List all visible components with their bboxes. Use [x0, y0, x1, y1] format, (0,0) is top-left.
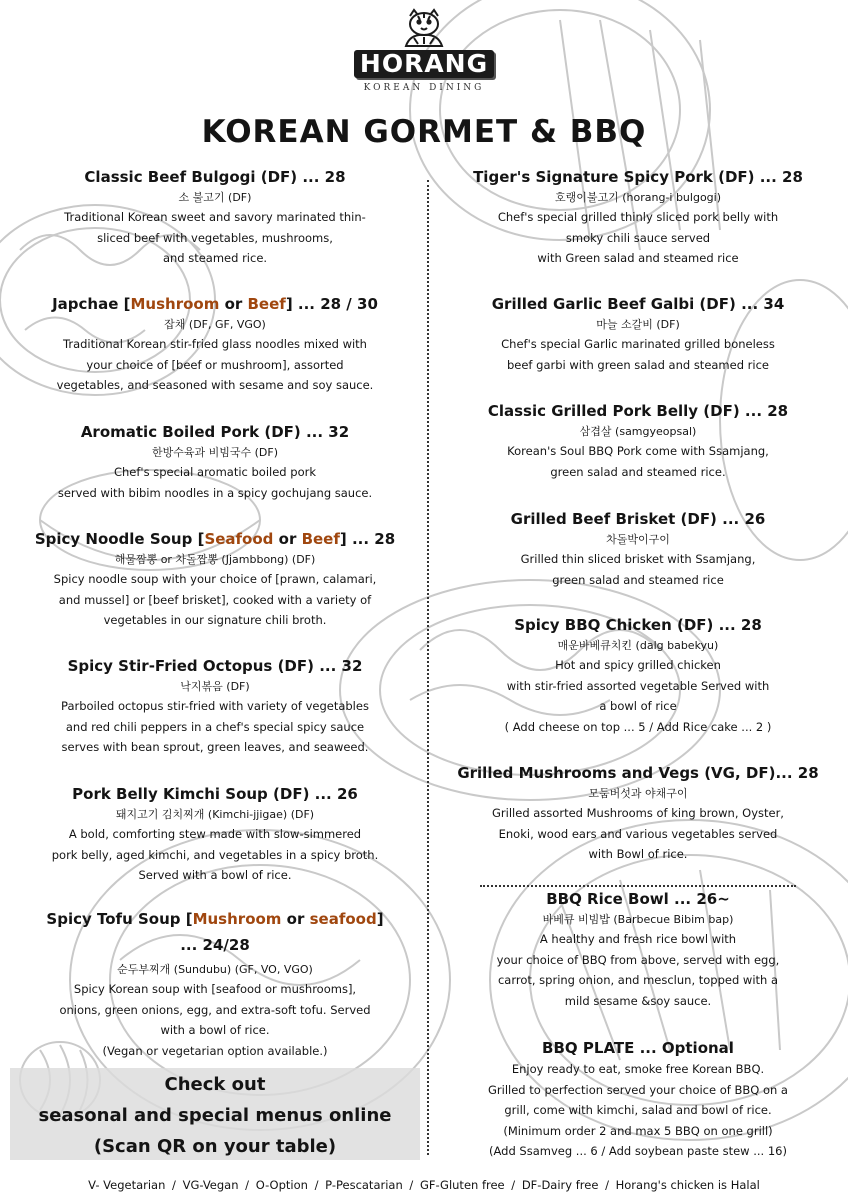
description-line: vegetables, and seasoned with sesame and soy sauce.: [56, 378, 374, 392]
description-line: Hot and spicy grilled chicken: [555, 658, 721, 672]
description-line: Enoki, wood ears and various vegetables served: [498, 826, 778, 841]
item-description: [10, 979, 420, 1061]
description-line: Chef's special Garlic marinated grilled boneless: [501, 337, 775, 351]
description-line: beef garbi with green salad and steamed rice: [506, 357, 769, 372]
menu-item: [10, 421, 420, 503]
divider-rule-wrap: [436, 885, 840, 887]
dietary-legend: [0, 1176, 848, 1194]
description-line: and red chili peppers in a chef's special spicy sauce: [65, 719, 365, 734]
description-line: (Vegan or vegetarian option available.): [102, 1043, 328, 1058]
page-title: KOREAN GORMET & BBQ: [201, 114, 647, 150]
description-line: (Add Ssamveg ... 6 / Add soybean paste stew ... 16): [489, 1144, 787, 1158]
item-korean-name: 모둠버섯과 야채구이: [588, 787, 688, 800]
section-divider: [480, 885, 796, 887]
description-line: served with bibim noodles in a spicy gochujang sauce.: [57, 485, 373, 500]
description-line: Grilled to perfection served your choice of BBQ on a: [488, 1082, 788, 1097]
item-description: [10, 824, 420, 886]
item-name: Grilled Garlic Beef Galbi (DF) ... 34: [491, 295, 785, 313]
item-description: [436, 207, 840, 269]
item-korean-name: 호랭이불고기 (horang-i bulgogi): [554, 191, 722, 204]
item-korean-name: 한방수육과 비빔국수 (DF): [151, 446, 278, 459]
menu-item: [436, 888, 840, 1011]
item-korean-name: 바베큐 비빔밥 (Barbecue Bibim bap): [542, 913, 734, 926]
menu-item: [436, 508, 840, 590]
item-name: Spicy Stir-Fried Octopus (DF) ... 32: [67, 657, 363, 675]
item-name: Grilled Mushrooms and Vegs (VG, DF)... 28: [457, 764, 819, 782]
brand-subtitle: KOREAN DINING: [363, 83, 485, 93]
item-name: Pork Belly Kimchi Soup (DF) ... 26: [72, 785, 358, 803]
item-name: Classic Beef Bulgogi (DF) ... 28: [84, 168, 346, 186]
description-line: onions, green onions, egg, and extra-soft tofu. Served: [59, 1002, 371, 1017]
legend-separator: /: [507, 1178, 519, 1192]
menu-item: [436, 166, 840, 269]
description-line: Chef's special grilled thinly sliced pork belly with: [497, 210, 779, 224]
menu-item: [10, 655, 420, 758]
legend-item: Horang's chicken is Halal: [615, 1178, 760, 1192]
legend-item: V- Vegetarian: [88, 1178, 166, 1192]
legend-item: DF-Dairy free: [521, 1178, 599, 1192]
description-line: green salad and steamed rice.: [550, 464, 726, 479]
item-korean-name: 해물짬뽕 or 차돌짬뽕 (Jjambbong) (DF): [114, 553, 316, 566]
menu-item: [10, 908, 420, 1061]
menu-item: [436, 293, 840, 375]
item-korean-name: 차돌박이구이: [606, 533, 670, 546]
item-description: [436, 1059, 840, 1162]
legend-separator: /: [168, 1178, 180, 1192]
description-line: with stir-fried assorted vegetable Served with: [506, 678, 770, 693]
description-line: (Minimum order 2 and max 5 BBQ on one grill): [503, 1123, 773, 1138]
description-line: your choice of BBQ from above, served with egg,: [496, 952, 780, 967]
description-line: and mussel] or [beef brisket], cooked with a variety of: [58, 592, 372, 607]
description-line: your choice of [beef or mushroom], assorted: [86, 357, 344, 372]
item-korean-name: 매운바베큐치킨 (dalg babekyu): [557, 639, 719, 652]
item-korean-name: 마늘 소갈비 (DF): [596, 318, 680, 331]
item-name: Aromatic Boiled Pork (DF) ... 32: [80, 423, 350, 441]
item-korean-name: 낙지볶음 (DF): [180, 680, 250, 693]
description-line: Grilled thin sliced brisket with Ssamjang,: [520, 552, 756, 566]
menu-item: [436, 400, 840, 482]
item-name: Spicy Tofu Soup [Mushroom or seafood]: [46, 910, 384, 928]
legend-item: GF-Gluten free: [419, 1178, 505, 1192]
menu-item: [10, 528, 420, 631]
description-line: Enjoy ready to eat, smoke free Korean BBQ.: [511, 1062, 765, 1076]
menu-item: [10, 166, 420, 269]
description-line: Spicy Korean soup with [seafood or mushrooms],: [73, 982, 357, 996]
item-name: Japchae [Mushroom or Beef] ... 28 / 30: [52, 295, 378, 313]
legend-separator: /: [310, 1178, 323, 1192]
menu-item: [10, 783, 420, 886]
item-name: Tiger's Signature Spicy Pork (DF) ... 28: [473, 168, 803, 186]
item-description: [436, 334, 840, 375]
tiger-logo-icon: [398, 8, 450, 48]
item-korean-name: 삼겹살 (samgyeopsal): [579, 425, 697, 438]
description-line: Served with a bowl of rice.: [138, 868, 292, 882]
legend-separator: /: [601, 1178, 613, 1192]
item-name: BBQ Rice Bowl ... 26~: [546, 890, 730, 908]
item-description: [436, 441, 840, 482]
item-name: Grilled Beef Brisket (DF) ... 26: [510, 510, 766, 528]
item-price: ... 24/28: [180, 936, 250, 954]
item-description: [10, 334, 420, 396]
column-divider: [427, 180, 429, 1155]
description-line: vegetables in our signature chili broth.: [103, 613, 327, 627]
description-line: Korean's Soul BBQ Pork come with Ssamjang,: [507, 444, 769, 458]
description-line: Traditional Korean sweet and savory marinated thin-: [64, 210, 366, 224]
description-line: pork belly, aged kimchi, and vegetables in a spicy broth.: [51, 847, 379, 862]
item-description: [10, 207, 420, 269]
menu-item: [436, 1037, 840, 1162]
item-description: [10, 696, 420, 758]
description-line: serves with bean sprout, green leaves, and seaweed.: [61, 740, 369, 754]
seasonal-menu-notice: [10, 1069, 420, 1162]
description-line: A healthy and fresh rice bowl with: [539, 932, 737, 946]
notice-line: seasonal and special menus online: [38, 1105, 392, 1126]
item-description: [10, 569, 420, 631]
item-name: BBQ PLATE ... Optional: [542, 1039, 734, 1057]
item-korean-name: 소 불고기 (DF): [178, 191, 252, 204]
description-line: A bold, comforting stew made with slow-simmered: [68, 827, 362, 841]
legend-item: P-Pescatarian: [325, 1178, 403, 1192]
description-line: Spicy noodle soup with your choice of [prawn, calamari,: [53, 572, 377, 586]
description-line: Parboiled octopus stir-fried with variety of vegetables: [61, 699, 369, 713]
item-name: Spicy Noodle Soup [Seafood or Beef] ... 28: [34, 530, 396, 548]
brand-logo: [350, 8, 498, 93]
item-description: [436, 803, 840, 865]
item-description: [436, 929, 840, 1011]
item-description: [436, 549, 840, 590]
notice-line: (Scan QR on your table): [93, 1136, 337, 1157]
item-korean-name: 잡채 (DF, GF, VGO): [164, 318, 266, 331]
description-line: Traditional Korean stir-fried glass noodles mixed with: [63, 337, 367, 351]
menu-item: [10, 293, 420, 396]
description-line: carrot, spring onion, and mesclun, topped with a: [497, 973, 779, 987]
description-line: with a bowl of rice.: [160, 1023, 270, 1037]
legend-item: VG-Vegan: [182, 1178, 239, 1192]
description-line: Chef's special aromatic boiled pork: [113, 465, 316, 479]
legend-separator: /: [405, 1178, 417, 1192]
description-line: Grilled assorted Mushrooms of king brown, Oyster,: [492, 806, 784, 820]
item-description: [436, 655, 840, 737]
description-line: with Green salad and steamed rice: [537, 251, 739, 265]
description-line: and steamed rice.: [162, 251, 268, 265]
description-line: green salad and steamed rice: [552, 572, 724, 587]
description-line: ( Add cheese on top ... 5 / Add Rice cake ... 2 ): [504, 719, 772, 734]
brand-name: HORANG: [354, 50, 494, 78]
notice-line: Check out: [164, 1074, 266, 1095]
description-line: a bowl of rice: [599, 699, 677, 713]
item-korean-name: 돼지고기 김치찌개 (Kimchi-jjigae) (DF): [115, 808, 315, 821]
menu-item: [436, 762, 840, 865]
item-korean-name: 순두부찌개 (Sundubu) (GF, VO, VGO): [117, 963, 313, 976]
item-name: Spicy BBQ Chicken (DF) ... 28: [514, 616, 762, 634]
item-name: Classic Grilled Pork Belly (DF) ... 28: [487, 402, 789, 420]
description-line: with Bowl of rice.: [588, 847, 688, 861]
description-line: grill, come with kimchi, salad and bowl of rice.: [504, 1103, 772, 1117]
description-line: sliced beef with vegetables, mushrooms,: [97, 230, 333, 245]
menu-item: [436, 614, 840, 737]
item-description: [10, 462, 420, 503]
description-line: smoky chili sauce served: [565, 230, 711, 245]
description-line: mild sesame &soy sauce.: [564, 993, 712, 1008]
legend-separator: /: [241, 1178, 253, 1192]
legend-item: O-Option: [255, 1178, 308, 1192]
